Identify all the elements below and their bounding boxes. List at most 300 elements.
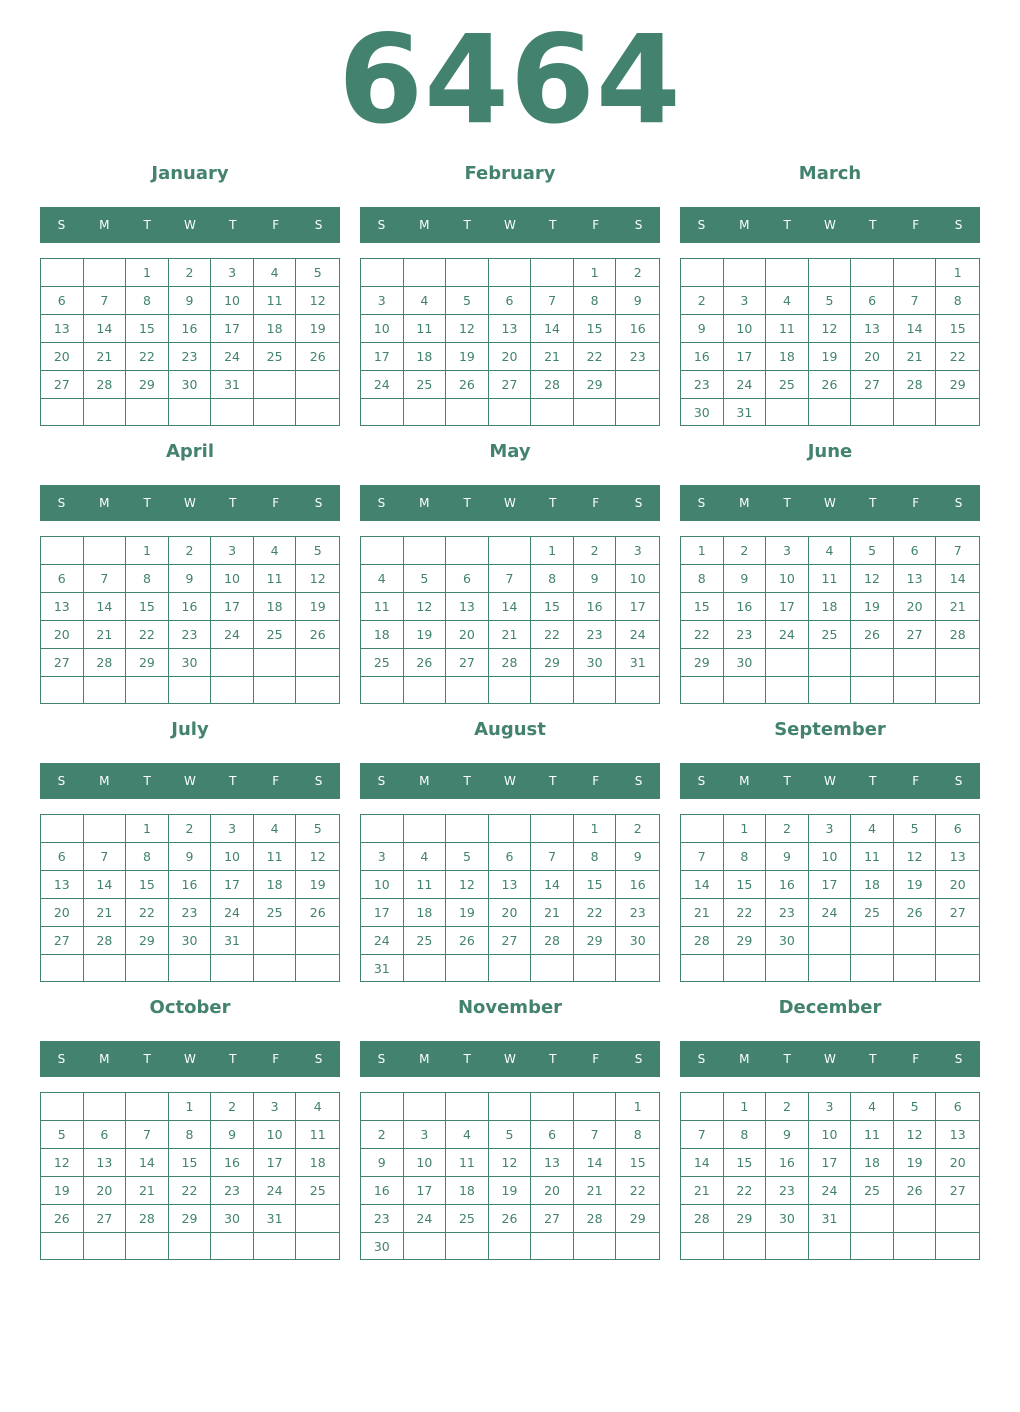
day-cell: 27: [41, 371, 84, 399]
day-cell: 14: [84, 593, 127, 621]
weekday-label: W: [184, 1052, 196, 1066]
day-cell: 13: [446, 593, 489, 621]
weekday-label: F: [912, 496, 920, 510]
day-cell: 22: [616, 1177, 659, 1205]
day-cell: 7: [574, 1121, 617, 1149]
weekday-label: T: [783, 774, 791, 788]
day-cell: [681, 1233, 724, 1259]
weekday-header: [680, 485, 980, 521]
day-cell: [404, 259, 447, 287]
day-cell: 22: [724, 899, 767, 927]
day-cell: 12: [894, 843, 937, 871]
day-cell: 11: [851, 1121, 894, 1149]
day-cell: [766, 649, 809, 677]
weekday-label: T: [869, 218, 877, 232]
day-cell: [894, 1205, 937, 1233]
weekday-label: S: [697, 774, 706, 788]
day-cell: [254, 371, 297, 399]
day-cell: 24: [766, 621, 809, 649]
day-cell: 5: [404, 565, 447, 593]
weekday-label: T: [549, 218, 557, 232]
day-cell: 15: [681, 593, 724, 621]
day-cell: 21: [574, 1177, 617, 1205]
month-name: June: [807, 441, 853, 462]
day-cell: 12: [894, 1121, 937, 1149]
weekday-label: T: [229, 1052, 237, 1066]
month-january: [40, 160, 340, 426]
day-grid: [680, 1092, 980, 1260]
day-cell: [851, 399, 894, 426]
weekday-label: T: [229, 218, 237, 232]
day-cell: 13: [894, 565, 937, 593]
day-cell: [84, 815, 127, 843]
day-cell: [616, 399, 659, 425]
day-cell: [724, 1233, 767, 1259]
weekday-label: T: [783, 1052, 791, 1066]
day-cell: [531, 399, 574, 425]
day-cell: 7: [84, 287, 127, 315]
day-cell: 22: [169, 1177, 212, 1205]
day-cell: 22: [126, 343, 169, 371]
day-cell: 8: [681, 565, 724, 593]
day-cell: 10: [361, 315, 404, 343]
day-cell: 12: [41, 1149, 84, 1177]
day-cell: [169, 1233, 212, 1259]
day-cell: [851, 677, 894, 703]
day-cell: [489, 955, 532, 982]
day-cell: 29: [169, 1205, 212, 1233]
day-cell: 16: [211, 1149, 254, 1177]
day-cell: 13: [851, 315, 894, 343]
weekday-label: S: [634, 1052, 643, 1066]
day-cell: 22: [574, 343, 617, 371]
day-cell: 29: [126, 649, 169, 677]
day-cell: 27: [936, 899, 979, 927]
day-cell: 18: [851, 871, 894, 899]
day-cell: [404, 1233, 447, 1260]
day-cell: 4: [446, 1121, 489, 1149]
weekday-header: [360, 1041, 660, 1077]
day-cell: 21: [126, 1177, 169, 1205]
day-cell: 24: [361, 371, 404, 399]
day-cell: 2: [681, 287, 724, 315]
day-cell: 25: [851, 1177, 894, 1205]
day-cell: 24: [361, 927, 404, 955]
day-cell: [681, 259, 724, 287]
day-cell: 24: [616, 621, 659, 649]
day-cell: 30: [169, 371, 212, 399]
day-cell: [254, 399, 297, 425]
day-cell: 3: [361, 287, 404, 315]
day-cell: [254, 927, 297, 955]
weekday-label: S: [314, 496, 323, 510]
day-cell: 23: [211, 1177, 254, 1205]
day-cell: [41, 259, 84, 287]
weekday-label: T: [143, 496, 151, 510]
weekday-label: S: [314, 1052, 323, 1066]
weekday-label: S: [57, 1052, 66, 1066]
day-cell: [254, 677, 297, 703]
day-cell: 3: [404, 1121, 447, 1149]
day-cell: 25: [296, 1177, 339, 1205]
weekday-label: S: [57, 218, 66, 232]
day-cell: 24: [254, 1177, 297, 1205]
day-cell: 10: [616, 565, 659, 593]
day-cell: 15: [574, 315, 617, 343]
day-cell: 2: [724, 537, 767, 565]
day-cell: 15: [616, 1149, 659, 1177]
day-cell: 9: [616, 287, 659, 315]
day-cell: 7: [681, 1121, 724, 1149]
day-cell: 3: [616, 537, 659, 565]
weekday-label: S: [634, 218, 643, 232]
day-cell: 18: [404, 343, 447, 371]
day-cell: 4: [361, 565, 404, 593]
day-cell: 18: [851, 1149, 894, 1177]
day-cell: 13: [531, 1149, 574, 1177]
day-cell: 31: [361, 955, 404, 982]
day-cell: 23: [724, 621, 767, 649]
day-cell: [851, 259, 894, 287]
month-september: [680, 716, 980, 982]
weekday-label: F: [592, 1052, 600, 1066]
day-cell: 20: [531, 1177, 574, 1205]
day-cell: [169, 677, 212, 703]
day-cell: [851, 1233, 894, 1259]
day-cell: 7: [126, 1121, 169, 1149]
day-cell: 24: [724, 371, 767, 399]
day-cell: 15: [126, 315, 169, 343]
day-cell: 5: [296, 259, 339, 287]
day-grid: [40, 814, 340, 982]
day-cell: [446, 537, 489, 565]
day-cell: 26: [296, 621, 339, 649]
day-cell: 2: [574, 537, 617, 565]
day-cell: 28: [531, 927, 574, 955]
day-cell: 8: [574, 843, 617, 871]
day-cell: 9: [169, 565, 212, 593]
day-cell: 3: [254, 1093, 297, 1121]
day-cell: 6: [41, 843, 84, 871]
day-cell: [446, 259, 489, 287]
weekday-label: T: [549, 1052, 557, 1066]
day-cell: 16: [616, 315, 659, 343]
day-cell: 16: [361, 1177, 404, 1205]
day-cell: 15: [126, 593, 169, 621]
day-cell: 10: [724, 315, 767, 343]
day-grid: [680, 258, 980, 426]
day-cell: [809, 649, 852, 677]
weekday-label: W: [504, 774, 516, 788]
day-cell: 30: [169, 649, 212, 677]
weekday-label: F: [272, 1052, 280, 1066]
day-cell: [809, 259, 852, 287]
day-cell: 11: [766, 315, 809, 343]
day-cell: 2: [169, 259, 212, 287]
day-cell: 25: [809, 621, 852, 649]
day-cell: 27: [41, 649, 84, 677]
day-cell: [851, 1205, 894, 1233]
day-cell: [936, 927, 979, 955]
day-grid: [360, 258, 660, 426]
day-cell: 19: [41, 1177, 84, 1205]
day-cell: 19: [296, 871, 339, 899]
month-july: [40, 716, 340, 982]
day-cell: 28: [936, 621, 979, 649]
weekday-label: T: [143, 1052, 151, 1066]
day-cell: 29: [126, 371, 169, 399]
day-cell: [296, 955, 339, 981]
day-cell: 18: [766, 343, 809, 371]
month-august: [360, 716, 660, 982]
day-cell: 13: [936, 1121, 979, 1149]
day-cell: 19: [894, 1149, 937, 1177]
day-cell: 23: [169, 899, 212, 927]
day-cell: 7: [936, 537, 979, 565]
day-cell: 5: [446, 287, 489, 315]
day-cell: [446, 677, 489, 703]
day-cell: 17: [361, 343, 404, 371]
day-cell: 28: [531, 371, 574, 399]
day-cell: 3: [809, 1093, 852, 1121]
day-cell: 15: [724, 871, 767, 899]
day-cell: 30: [766, 1205, 809, 1233]
day-cell: 9: [766, 843, 809, 871]
weekday-label: F: [592, 218, 600, 232]
day-cell: 26: [894, 899, 937, 927]
day-cell: 9: [211, 1121, 254, 1149]
day-cell: 12: [296, 565, 339, 593]
day-cell: 8: [574, 287, 617, 315]
day-cell: 26: [851, 621, 894, 649]
day-cell: 21: [681, 899, 724, 927]
day-cell: 19: [446, 899, 489, 927]
day-cell: 8: [936, 287, 979, 315]
day-cell: 23: [169, 343, 212, 371]
weekday-label: T: [869, 1052, 877, 1066]
day-cell: 8: [126, 287, 169, 315]
day-cell: 22: [126, 899, 169, 927]
day-cell: [126, 677, 169, 703]
day-cell: 17: [809, 1149, 852, 1177]
month-february: [360, 160, 660, 426]
month-june: [680, 438, 980, 704]
day-cell: 10: [404, 1149, 447, 1177]
day-cell: 20: [489, 343, 532, 371]
day-cell: [296, 677, 339, 703]
day-cell: 12: [296, 843, 339, 871]
day-cell: [211, 399, 254, 425]
day-cell: [296, 399, 339, 425]
day-cell: 18: [446, 1177, 489, 1205]
day-cell: 29: [126, 927, 169, 955]
day-cell: 28: [84, 371, 127, 399]
day-cell: 19: [296, 593, 339, 621]
day-cell: 27: [41, 927, 84, 955]
day-cell: [809, 927, 852, 955]
day-cell: 1: [574, 815, 617, 843]
day-cell: 14: [126, 1149, 169, 1177]
day-cell: 16: [766, 1149, 809, 1177]
day-cell: 25: [254, 621, 297, 649]
day-cell: 14: [84, 315, 127, 343]
day-cell: 6: [84, 1121, 127, 1149]
day-cell: 26: [41, 1205, 84, 1233]
day-cell: 5: [851, 537, 894, 565]
day-cell: 17: [404, 1177, 447, 1205]
day-cell: [766, 1233, 809, 1259]
weekday-label: F: [592, 496, 600, 510]
weekday-label: F: [912, 218, 920, 232]
day-cell: 5: [809, 287, 852, 315]
day-cell: 12: [851, 565, 894, 593]
day-cell: [894, 955, 937, 981]
day-cell: 6: [41, 287, 84, 315]
day-cell: 12: [446, 315, 489, 343]
weekday-label: S: [377, 496, 386, 510]
day-cell: 28: [681, 927, 724, 955]
day-cell: 25: [254, 343, 297, 371]
day-cell: [809, 399, 852, 426]
weekday-label: T: [463, 218, 471, 232]
weekday-label: F: [272, 496, 280, 510]
day-cell: [489, 399, 532, 425]
weekday-label: W: [824, 1052, 836, 1066]
day-cell: [574, 1233, 617, 1260]
day-cell: 15: [126, 871, 169, 899]
day-cell: [84, 399, 127, 425]
weekday-header: [40, 763, 340, 799]
weekday-label: W: [824, 774, 836, 788]
day-cell: 11: [254, 565, 297, 593]
day-cell: 28: [681, 1205, 724, 1233]
day-cell: 17: [211, 315, 254, 343]
day-cell: [296, 927, 339, 955]
day-cell: 16: [169, 315, 212, 343]
day-cell: 17: [809, 871, 852, 899]
day-cell: 15: [169, 1149, 212, 1177]
weekday-label: S: [634, 496, 643, 510]
day-cell: [894, 259, 937, 287]
weekday-header: [40, 1041, 340, 1077]
day-grid: [680, 536, 980, 704]
day-cell: [766, 955, 809, 981]
day-cell: 21: [681, 1177, 724, 1205]
weekday-label: S: [634, 774, 643, 788]
weekday-label: W: [824, 218, 836, 232]
day-cell: 1: [126, 537, 169, 565]
weekday-header: [360, 207, 660, 243]
day-cell: 4: [254, 815, 297, 843]
day-cell: 1: [126, 259, 169, 287]
day-cell: [681, 815, 724, 843]
month-name: May: [489, 441, 531, 462]
day-cell: [446, 955, 489, 982]
day-cell: 27: [531, 1205, 574, 1233]
day-cell: 11: [404, 871, 447, 899]
day-cell: 9: [169, 843, 212, 871]
day-cell: 1: [531, 537, 574, 565]
day-cell: [41, 677, 84, 703]
day-cell: 9: [766, 1121, 809, 1149]
day-cell: 19: [489, 1177, 532, 1205]
day-cell: 1: [169, 1093, 212, 1121]
day-cell: 14: [936, 565, 979, 593]
day-cell: 25: [404, 371, 447, 399]
day-cell: 9: [616, 843, 659, 871]
day-cell: 11: [404, 315, 447, 343]
weekday-label: M: [739, 218, 750, 232]
day-cell: 6: [531, 1121, 574, 1149]
day-cell: [489, 1233, 532, 1260]
day-cell: 8: [724, 1121, 767, 1149]
day-cell: 3: [211, 537, 254, 565]
day-cell: 29: [616, 1205, 659, 1233]
day-cell: 28: [126, 1205, 169, 1233]
day-cell: 17: [361, 899, 404, 927]
day-cell: [936, 677, 979, 703]
day-cell: 18: [296, 1149, 339, 1177]
day-cell: 12: [446, 871, 489, 899]
day-cell: [681, 955, 724, 981]
day-cell: [574, 1093, 617, 1121]
day-cell: 5: [296, 815, 339, 843]
day-cell: [296, 1233, 339, 1259]
weekday-label: W: [504, 1052, 516, 1066]
day-cell: 8: [531, 565, 574, 593]
day-cell: 7: [84, 843, 127, 871]
day-cell: [616, 955, 659, 982]
day-cell: 4: [851, 815, 894, 843]
day-cell: 26: [894, 1177, 937, 1205]
day-cell: 23: [766, 1177, 809, 1205]
day-cell: 17: [616, 593, 659, 621]
day-cell: 23: [361, 1205, 404, 1233]
day-cell: 5: [296, 537, 339, 565]
day-cell: 13: [41, 315, 84, 343]
day-cell: [936, 649, 979, 677]
weekday-label: S: [697, 218, 706, 232]
weekday-label: S: [954, 1052, 963, 1066]
weekday-label: T: [869, 496, 877, 510]
day-cell: 5: [894, 1093, 937, 1121]
weekday-label: W: [184, 774, 196, 788]
day-cell: 28: [574, 1205, 617, 1233]
day-cell: 4: [254, 259, 297, 287]
day-cell: 26: [489, 1205, 532, 1233]
day-cell: [404, 677, 447, 703]
weekday-header: [360, 485, 660, 521]
day-cell: 14: [574, 1149, 617, 1177]
day-cell: 10: [766, 565, 809, 593]
day-cell: [936, 1233, 979, 1259]
day-cell: 10: [361, 871, 404, 899]
weekday-label: S: [314, 774, 323, 788]
day-cell: [446, 1093, 489, 1121]
day-cell: 16: [681, 343, 724, 371]
day-cell: 14: [531, 315, 574, 343]
day-cell: [489, 259, 532, 287]
day-cell: [169, 955, 212, 981]
day-cell: 16: [766, 871, 809, 899]
day-cell: 20: [41, 621, 84, 649]
day-cell: [894, 1233, 937, 1259]
weekday-label: T: [783, 218, 791, 232]
day-cell: 2: [616, 259, 659, 287]
weekday-header: [680, 1041, 980, 1077]
weekday-header: [680, 207, 980, 243]
weekday-label: W: [824, 496, 836, 510]
